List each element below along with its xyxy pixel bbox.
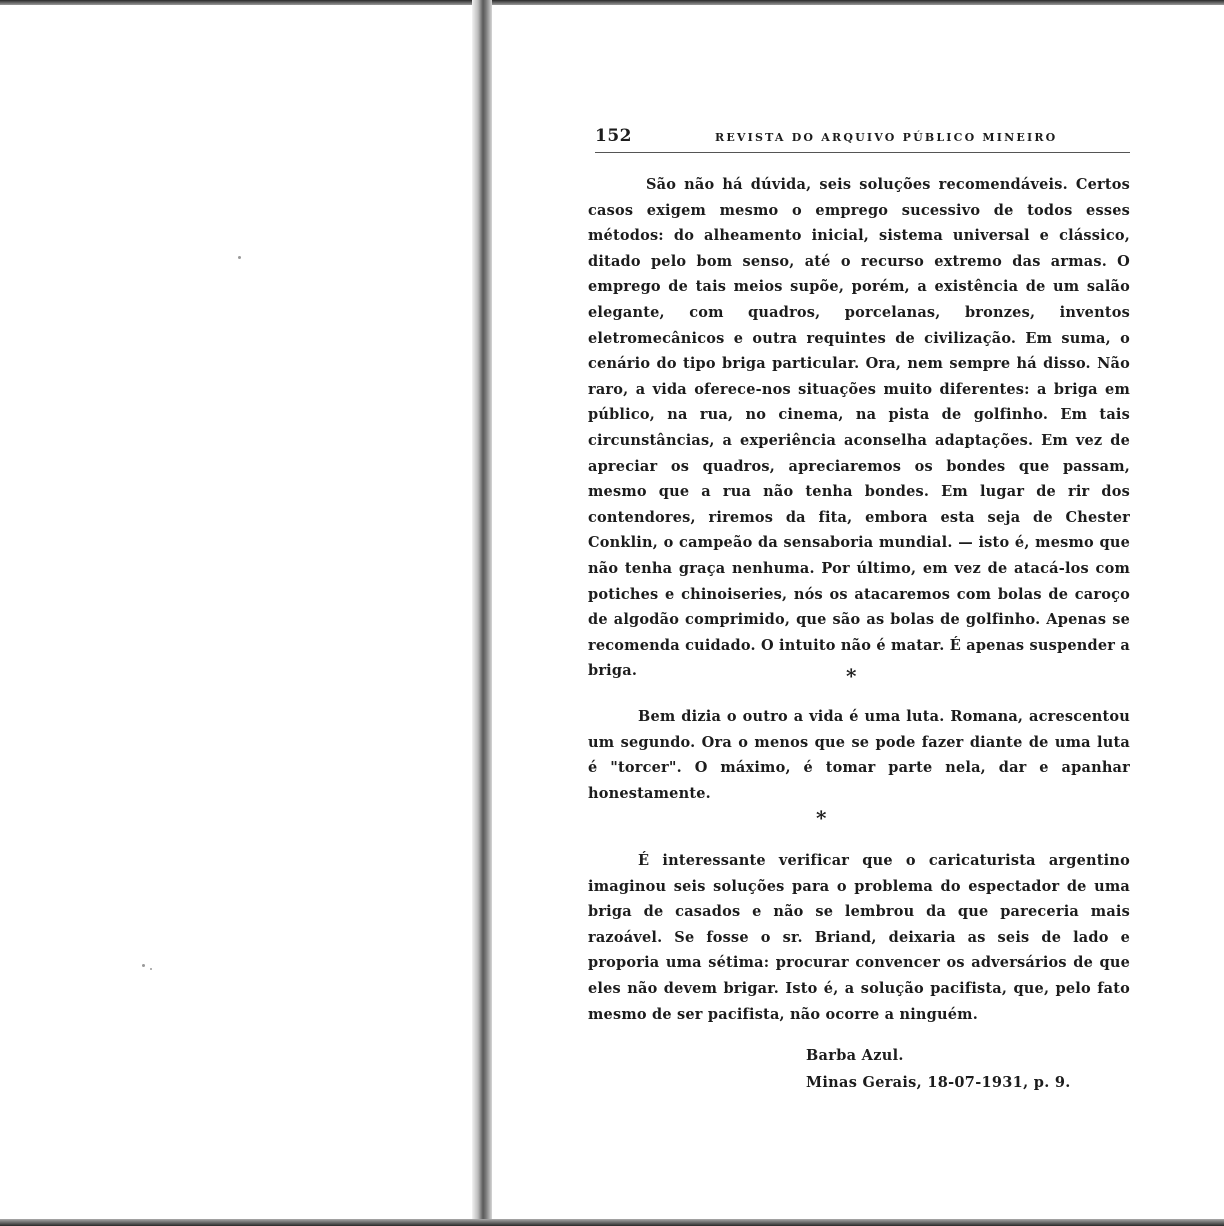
page-number: 152 — [595, 126, 632, 146]
paper-speck — [142, 964, 145, 967]
header-rule — [595, 152, 1130, 153]
paper-speck — [238, 256, 241, 259]
left-page-blank — [0, 5, 472, 1219]
signature-block — [806, 1042, 1071, 1096]
body-paragraph-1: São não há dúvida, seis soluções recomendáveis. Certos casos exigem mesmo o emprego sucessivo de todos esses métodos: do alheamento inicial, sistema universal e clássico, ditado pelo bom senso, até o recurso extremo das armas. O emprego de tais meios supõe, porém, a existência de um salão elegante, com quadros, porcelanas, bronzes, inventos eletromecânicos e outra requintes de civilização. Em suma, o cenário do tipo briga particular. Ora, nem sempre há disso. Não raro, a vida oferece-nos situações muito diferentes: a briga em público, na rua, no cinema, na pista de golfinho. Em tais circunstâncias, a experiência aconselha adaptações. Em vez de apreciar os quadros, apreciaremos os bondes que passam, mesmo que a rua não tenha bondes. Em lugar de rir dos contendores, riremos da fita, embora esta seja de Chester Conklin, o campeão da sensaboria mundial. — isto é, mesmo que não tenha graça nenhuma. Por último, em vez de atacá-los com potiches e chinoiseries, nós os atacaremos com bolas de caroço de algodão comprimido, que são as bolas de golfinho. Apenas se recomenda cuidado. O intuito não é matar. É apenas suspender a briga. — [588, 176, 1130, 680]
body-paragraph-2: Bem dizia o outro a vida é uma luta. Romana, acrescentou um segundo. Ora o menos que se pode fazer diante de uma luta é "torcer". O máximo, é tomar parte nela, dar e apanhar honestamente. — [588, 708, 1130, 802]
book-gutter-shadow — [472, 0, 492, 1226]
running-head — [595, 126, 1135, 156]
section-separator-asterisk: * — [846, 664, 857, 688]
author-signature: Barba Azul. — [806, 1047, 904, 1064]
body-paragraph-3: É interessante verificar que o caricaturista argentino imaginou seis soluções para o problema do espectador de uma briga de casados e não se lembrou da que pareceria mais razoável. Se fosse o sr. Briand, deixaria as seis de lado e proporia uma sétima: procurar convencer os adversários de que eles não devem brigar. Isto é, a solução pacifista, que, pelo fato mesmo de ser pacifista, não ocorre a ninguém. — [588, 852, 1130, 1023]
scan-bottom-edge — [0, 1219, 1224, 1226]
paper-speck — [150, 968, 152, 970]
section-separator-asterisk: * — [816, 806, 827, 830]
source-citation: Minas Gerais, 18-07-1931, p. 9. — [806, 1074, 1071, 1091]
journal-title: REVISTA DO ARQUIVO PÚBLICO MINEIRO — [715, 131, 1058, 144]
